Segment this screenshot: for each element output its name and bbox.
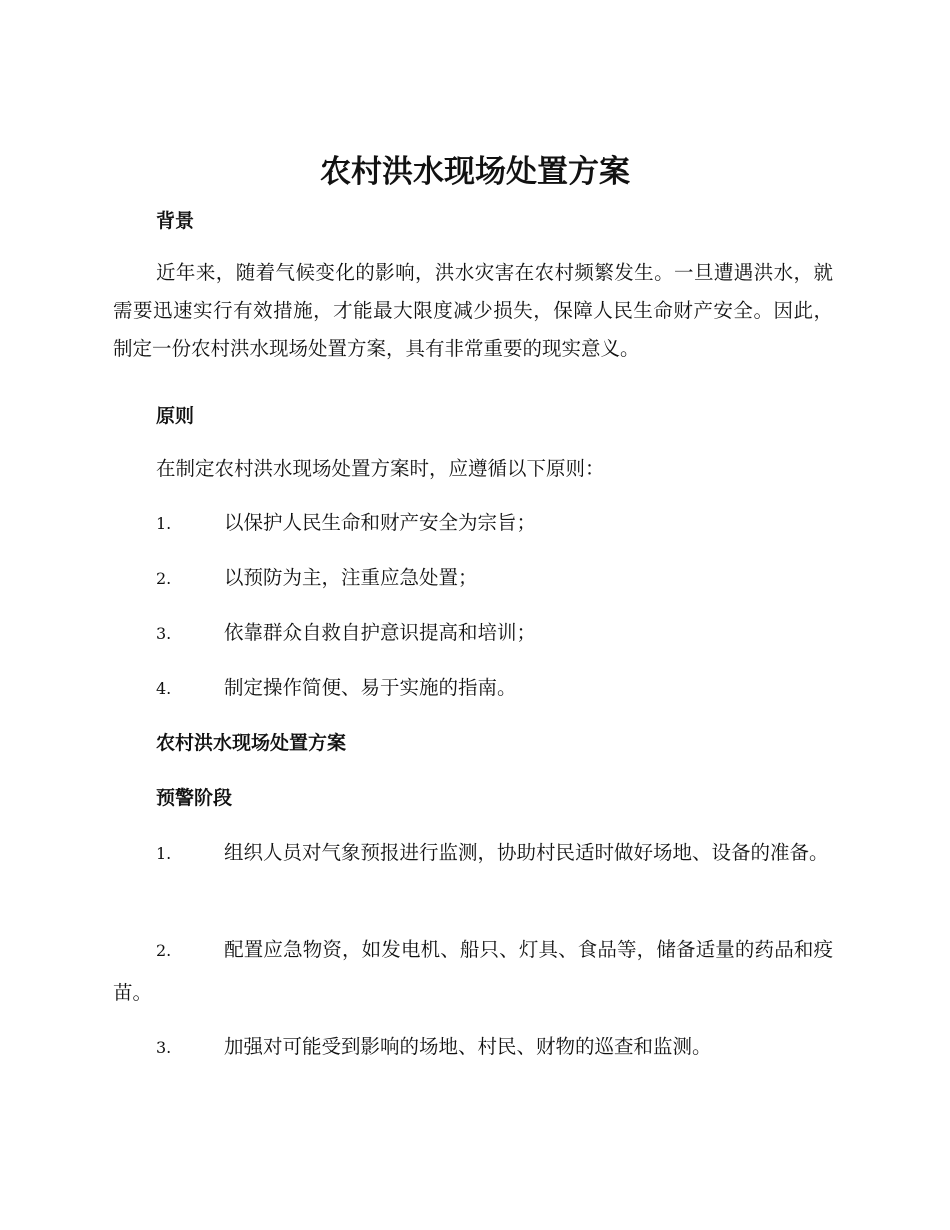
document-title: 农村洪水现场处置方案 [320,154,630,190]
list-number: 1. [156,844,172,863]
list-number: 1. [156,514,172,533]
list-text: 以预防为主，注重应急处置； [224,566,478,589]
list-number: 2. [156,569,172,588]
list-number: 4. [156,679,172,698]
warning-item [113,929,833,1014]
list-text: 以保护人民生命和财产安全为宗旨； [224,511,537,534]
warning-item [113,832,833,875]
principle-item [113,502,833,545]
list-number: 2. [156,941,172,960]
heading-principles: 原则 [156,405,195,427]
heading-plan: 农村洪水现场处置方案 [156,732,347,754]
list-text: 加强对可能受到影响的场地、村民、财物的巡查和监测。 [224,1035,712,1058]
principles-intro: 在制定农村洪水现场处置方案时，应遵循以下原则： [156,457,605,480]
warning-item [113,1026,833,1069]
principle-item [113,557,833,600]
background-paragraph: 近年来，随着气候变化的影响，洪水灾害在农村频繁发生。一旦遭遇洪水，就需要迅速实行有效措施，才能最大限度减少损失，保障人民生命财产安全。因此，制定一份农村洪水现场处置方案，具有非常重要的现实意义。 [113,261,833,360]
list-text: 依靠群众自救自护意识提高和培训； [224,621,537,644]
heading-warning-stage: 预警阶段 [156,787,233,809]
list-number: 3. [156,1038,172,1057]
list-text: 组织人员对气象预报进行监测，协助村民适时做好场地、设备的准备。 [224,841,829,864]
list-text: 配置应急物资，如发电机、船只、灯具、食品等，储备适量的药品和疫苗。 [113,938,833,1004]
principle-item [113,667,833,710]
list-number: 3. [156,624,172,643]
heading-background: 背景 [156,210,195,232]
list-text: 制定操作简便、易于实施的指南。 [224,676,517,699]
principle-item [113,612,833,655]
